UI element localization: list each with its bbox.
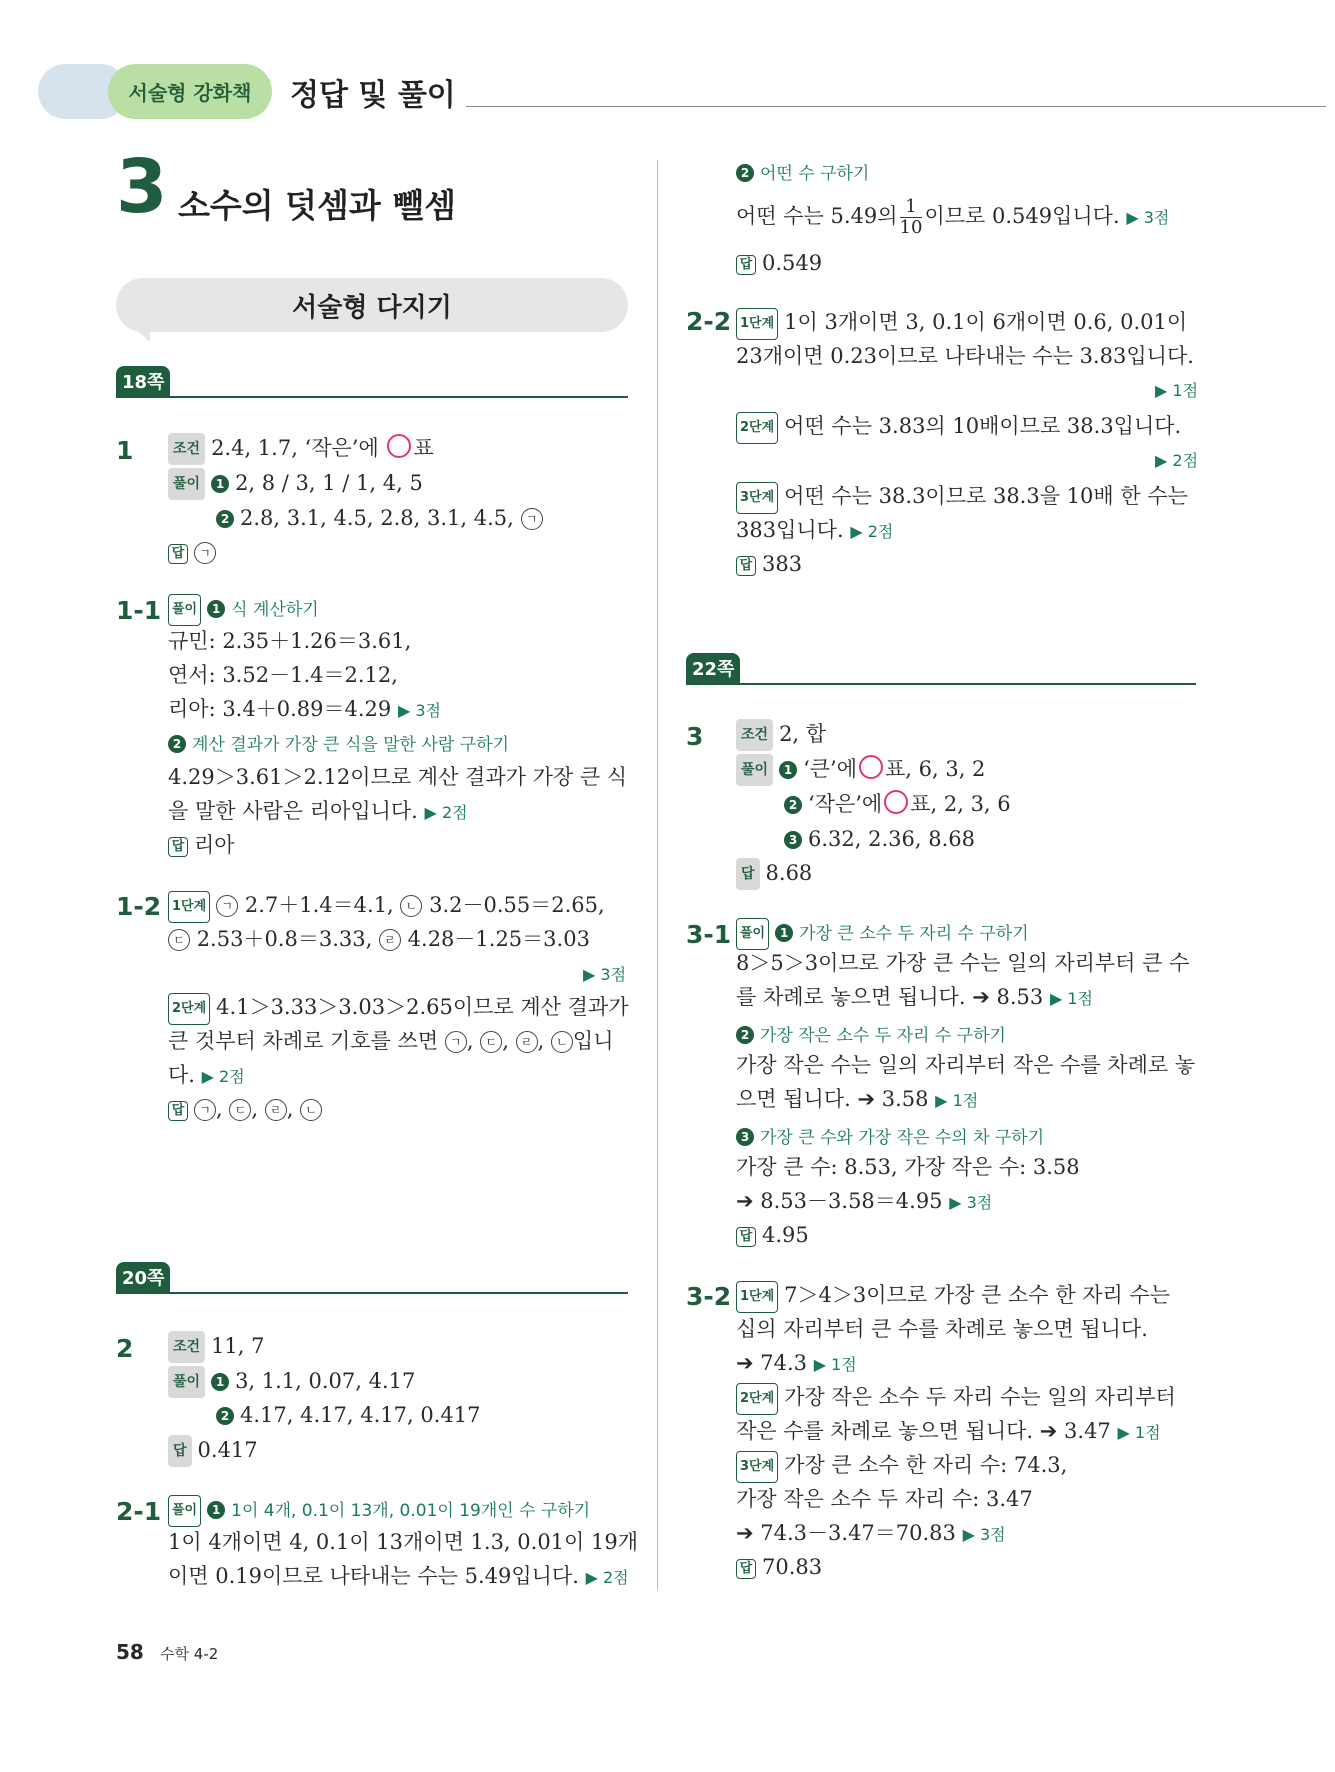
circled-digeut-icon: ㄷ <box>168 929 190 951</box>
circled-nieun-icon: ㄴ <box>300 1099 322 1121</box>
problem-number: 3 <box>686 722 704 751</box>
answer-line: 답 8.68 <box>736 858 812 890</box>
points-label: ▶ 2점 <box>585 1568 629 1587</box>
header-rule <box>466 106 1326 107</box>
problem-number: 3-2 <box>686 1282 732 1311</box>
condition-line: 조건 2.4, 1.7, ‘작은’에 표 <box>168 433 434 465</box>
solution-step-1: 풀이 1 2, 8 / 3, 1 / 1, 4, 5 <box>168 468 423 500</box>
column-divider <box>657 160 658 1590</box>
chapter-number: 3 <box>116 144 168 230</box>
page-tag-rule <box>686 683 1196 685</box>
step-1-icon: 1 <box>779 761 797 779</box>
circled-giyeok-icon: ㄱ <box>521 508 543 530</box>
circle-mark-icon <box>859 755 883 779</box>
text-line: 4.29＞3.61＞2.12이므로 계산 결과가 가장 큰 식 <box>168 765 628 789</box>
solution-tag: 풀이 <box>168 1366 205 1398</box>
solution-tag: 풀이 <box>736 754 773 786</box>
book-title: 수학 4-2 <box>160 1645 219 1663</box>
points-label: ▶ 3점 <box>583 965 627 984</box>
answer-icon: 답 <box>736 1227 756 1247</box>
step-heading: 계산 결과가 가장 큰 식을 말한 사람 구하기 <box>192 735 510 755</box>
step-2-icon: 2 <box>736 164 754 182</box>
answer-icon: 답 <box>736 255 756 275</box>
text-line: 규민: 2.35＋1.26＝3.61, <box>168 629 412 653</box>
circled-rieul-icon: ㄹ <box>516 1031 538 1053</box>
problem-number: 2-2 <box>686 307 732 336</box>
answer-line: 답 70.83 <box>736 1552 822 1582</box>
step-heading: 가장 큰 수와 가장 작은 수의 차 구하기 <box>760 1128 1045 1148</box>
banner-tail <box>122 318 150 342</box>
answer-icon: 답 <box>168 544 188 564</box>
header-title: 정답 및 풀이 <box>290 78 456 113</box>
text-line: 23개이면 0.23이므로 나타내는 수는 3.83입니다. <box>736 344 1194 368</box>
step-1-icon: 1 <box>207 1501 225 1519</box>
solution-tag: 풀이 <box>168 1495 201 1527</box>
condition-tag: 조건 <box>168 1331 205 1363</box>
section-banner: 서술형 다지기 <box>116 278 628 332</box>
circled-rieul-icon: ㄹ <box>379 929 401 951</box>
text-line: 가장 큰 수: 8.53, 가장 작은 수: 3.58 <box>736 1155 1080 1179</box>
circled-digeut-icon: ㄷ <box>480 1031 502 1053</box>
step-heading: 어떤 수 구하기 <box>760 164 870 184</box>
stage-1-tag: 1단계 <box>736 1281 778 1313</box>
circled-nieun-icon: ㄴ <box>400 895 422 917</box>
answer-line: 답 383 <box>736 549 802 579</box>
text-line: 가장 작은 소수 두 자리 수: 3.47 <box>736 1487 1033 1511</box>
step-2-icon: 2 <box>216 1407 234 1425</box>
points-label: ▶ 1점 <box>813 1355 857 1374</box>
points-label: ▶ 2점 <box>201 1067 245 1086</box>
answer-icon: 답 <box>168 1101 188 1121</box>
answer-line: 답 0.417 <box>168 1435 258 1467</box>
problem-number: 1-1 <box>116 596 162 625</box>
points-label: ▶ 3점 <box>1126 208 1170 227</box>
text-line: 1이 4개이면 4, 0.1이 13개이면 1.3, 0.01이 19개 <box>168 1530 639 1554</box>
step-2-icon: 2 <box>736 1026 754 1044</box>
circled-giyeok-icon: ㄱ <box>216 895 238 917</box>
step-2-icon: 2 <box>784 796 802 814</box>
stage-1-tag: 1단계 <box>736 308 778 340</box>
answer-line: 답 ㄱ , ㄷ , ㄹ , ㄴ <box>168 1094 322 1124</box>
circle-mark-icon <box>884 790 908 814</box>
header-book-label: 서술형 강화책 <box>108 64 272 119</box>
problem-number: 1-2 <box>116 892 162 921</box>
problem-number: 1 <box>116 436 134 465</box>
text-line: 십의 자리부터 큰 수를 차례로 놓으면 됩니다. <box>736 1317 1148 1341</box>
stage-3-tag: 3단계 <box>736 482 778 514</box>
step-heading: 가장 작은 소수 두 자리 수 구하기 <box>760 1026 1006 1046</box>
stage-2-tag: 2단계 <box>736 412 778 444</box>
points-label: ▶ 1점 <box>1049 989 1093 1008</box>
problem-number: 2 <box>116 1334 134 1363</box>
circled-giyeok-icon: ㄱ <box>194 1099 216 1121</box>
answer-tag: 답 <box>736 858 760 890</box>
points-label: ▶ 3점 <box>962 1525 1006 1544</box>
text-line: 을 말한 사람은 리아입니다. ▶ 2점 <box>168 799 468 823</box>
points-label: ▶ 3점 <box>949 1193 993 1212</box>
page-tag-rule <box>116 396 628 398</box>
points-label: ▶ 2점 <box>850 522 894 541</box>
stage-2-tag: 2단계 <box>168 993 210 1025</box>
step-1-icon: 1 <box>775 924 793 942</box>
answer-icon: 답 <box>736 1559 756 1579</box>
stage-2-tag: 2단계 <box>736 1383 778 1415</box>
solution-step-2: 2 2.8, 3.1, 4.5, 2.8, 3.1, 4.5, ㄱ <box>216 503 543 533</box>
step-heading: 가장 큰 소수 두 자리 수 구하기 <box>799 924 1029 944</box>
page-tag-18: 18쪽 <box>116 366 170 396</box>
solution-tag: 풀이 <box>168 594 201 626</box>
points-label: ▶ 2점 <box>1155 451 1199 470</box>
step-3-icon: 3 <box>784 831 802 849</box>
answer-line <box>168 537 216 567</box>
page-number: 58 <box>116 1640 144 1664</box>
answer-line: 답 0.549 <box>736 248 822 278</box>
step-heading: 1이 4개, 0.1이 13개, 0.01이 19개인 수 구하기 <box>231 1501 591 1521</box>
fraction: $\frac{1}{10}$ <box>899 196 923 238</box>
condition-tag: 조건 <box>736 719 773 751</box>
answer-tag: 답 <box>168 1435 192 1467</box>
step-1-icon: 1 <box>211 475 229 493</box>
text-line: 연서: 3.52－1.4＝2.12, <box>168 663 398 687</box>
circle-mark-icon <box>387 434 411 458</box>
page-tag-20: 20쪽 <box>116 1262 170 1292</box>
points-label: ▶ 1점 <box>1117 1423 1161 1442</box>
points-label: ▶ 1점 <box>1155 381 1199 400</box>
solution-tag: 풀이 <box>736 918 769 950</box>
circled-giyeok-icon: ㄱ <box>194 542 216 564</box>
page-tag-22: 22쪽 <box>686 653 740 683</box>
answer-line: 답 4.95 <box>736 1220 809 1250</box>
step-3-icon: 3 <box>736 1128 754 1146</box>
circled-digeut-icon: ㄷ <box>229 1099 251 1121</box>
chapter-title: 소수의 덧셈과 뺄셈 <box>178 186 457 225</box>
condition-tag: 조건 <box>168 433 205 465</box>
answer-icon: 답 <box>168 837 188 857</box>
text-line: 가장 작은 수는 일의 자리부터 작은 수를 차례로 놓 <box>736 1053 1196 1077</box>
step-1-icon: 1 <box>211 1373 229 1391</box>
stage-1-tag: 1단계 <box>168 891 210 923</box>
problem-number: 3-1 <box>686 920 732 949</box>
points-label: ▶ 2점 <box>424 803 468 822</box>
circled-giyeok-icon: ㄱ <box>445 1031 467 1053</box>
step-heading: 식 계산하기 <box>231 600 319 620</box>
step-2-icon: 2 <box>168 735 186 753</box>
problem-number: 2-1 <box>116 1497 162 1526</box>
page-tag-rule <box>116 1292 628 1294</box>
step-2-icon: 2 <box>216 510 234 528</box>
step-1-icon: 1 <box>207 600 225 618</box>
answer-icon: 답 <box>736 556 756 576</box>
points-label: ▶ 1점 <box>935 1091 979 1110</box>
stage-3-tag: 3단계 <box>736 1451 778 1483</box>
circled-nieun-icon: ㄴ <box>551 1031 573 1053</box>
text-line: 8＞5＞3이므로 가장 큰 수는 일의 자리부터 큰 수 <box>736 951 1190 975</box>
text-line: 리아: 3.4＋0.89＝4.29 ▶ 3점 <box>168 697 441 721</box>
points-label: ▶ 3점 <box>397 701 441 720</box>
answer-line: 답 리아 <box>168 830 235 860</box>
solution-tag: 풀이 <box>168 468 205 500</box>
circled-rieul-icon: ㄹ <box>265 1099 287 1121</box>
